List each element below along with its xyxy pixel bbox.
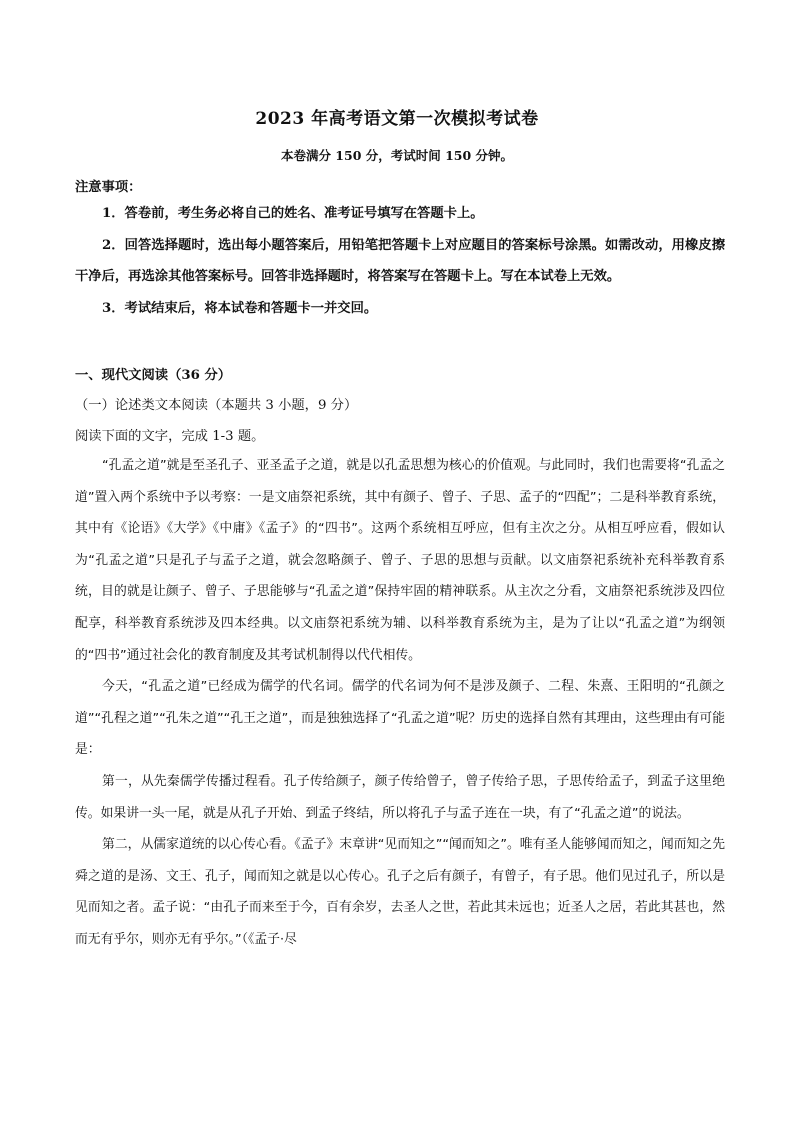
- notice-item-1: 1．答卷前，考生务必将自己的姓名、准考证号填写在答题卡上。: [102, 206, 484, 221]
- passage-paragraph-1: “孔孟之道”就是至圣孔子、亚圣孟子之道，就是以孔孟思想为核心的价值观。与此同时，我们也需要将“孔孟之道”置入两个系统中予以考察：一是文庙祭祀系统，其中有颜子、曾子、子思、孟子的“四配”；二是科举教育系统，其中有《论语》《大学》《中庸》《孟子》的“四书”。这两个系统相互呼应，但有主次之分。从相互呼应看，假如认为“孔孟之道”只是孔子与孟子之道，就会忽略颜子、曾子、子思的思想与贡献。以文庙祭祀系统补充科举教育系统，目的就是让颜子、曾子、子思能够与“孔孟之道”保持牢固的精神联系。从主次之分看，文庙祭祀系统涉及四位配享，科举教育系统涉及四本经典。以文庙祭祀系统为辅、以科举教育系统为主，是为了让以“孔孟之道”为纲领的“四书”通过社会化的教育制度及其考试机制得以代代相传。: [75, 458, 725, 663]
- notice-list: [75, 198, 725, 324]
- notice-item-2: 2．回答选择题时，选出每小题答案后，用铅笔把答题卡上对应题目的答案标号涂黑。如需改动，用橡皮擦干净后，再选涂其他答案标号。回答非选择题时，将答案写在答题卡上。写在本试卷上无效。: [75, 237, 725, 285]
- sub-section-heading: （一）论述类文本阅读（本题共 3 小题，9 分）: [75, 398, 358, 413]
- exam-subtitle: 本卷满分 150 分，考试时间 150 分钟。: [280, 148, 514, 163]
- reading-instruction: 阅读下面的文字，完成 1-3 题。: [75, 429, 265, 444]
- passage-paragraph-2: 今天，“孔孟之道”已经成为儒学的代名词。儒学的代名词为何不是涉及颜子、二程、朱熹、王阳明的“孔颜之道”“孔程之道”“孔朱之道”“孔王之道”，而是独独选择了“孔孟之道”呢？历史的选择自然有其理由，这些理由有可能是：: [75, 679, 725, 758]
- passage-paragraph-4: 第二，从儒家道统的以心传心看。《孟子》末章讲“见而知之”“闻而知之”。唯有圣人能够闻而知之，闻而知之先舜之道的是汤、文王、孔子，闻而知之就是以心传心。孔子之后有颜子，有曾子，有子思。他们见过孔子，所以是见而知之者。孟子说：“由孔子而来至于今，百有余岁，去圣人之世，若此其未远也；近圣人之居，若此其甚也，然而无有乎尔，则亦无有乎尔。”（《孟子·尽: [75, 837, 725, 947]
- passage: [75, 450, 725, 956]
- section-heading: 一、现代文阅读（36 分）: [75, 368, 232, 383]
- exam-title: 2023 年高考语文第一次模拟考试卷: [255, 109, 539, 129]
- passage-paragraph-3: 第一，从先秦儒学传播过程看。孔子传给颜子，颜子传给曾子，曾子传给子思，子思传给孟子，到孟子这里绝传。如果讲一头一尾，就是从孔子开始、到孟子终结，所以将孔子与孟子连在一块，有了“孔孟之道”的说法。: [75, 773, 725, 821]
- notice-heading: 注意事项：: [75, 180, 142, 195]
- notice-item-3: 3．考试结束后，将本试卷和答题卡一并交回。: [102, 300, 378, 316]
